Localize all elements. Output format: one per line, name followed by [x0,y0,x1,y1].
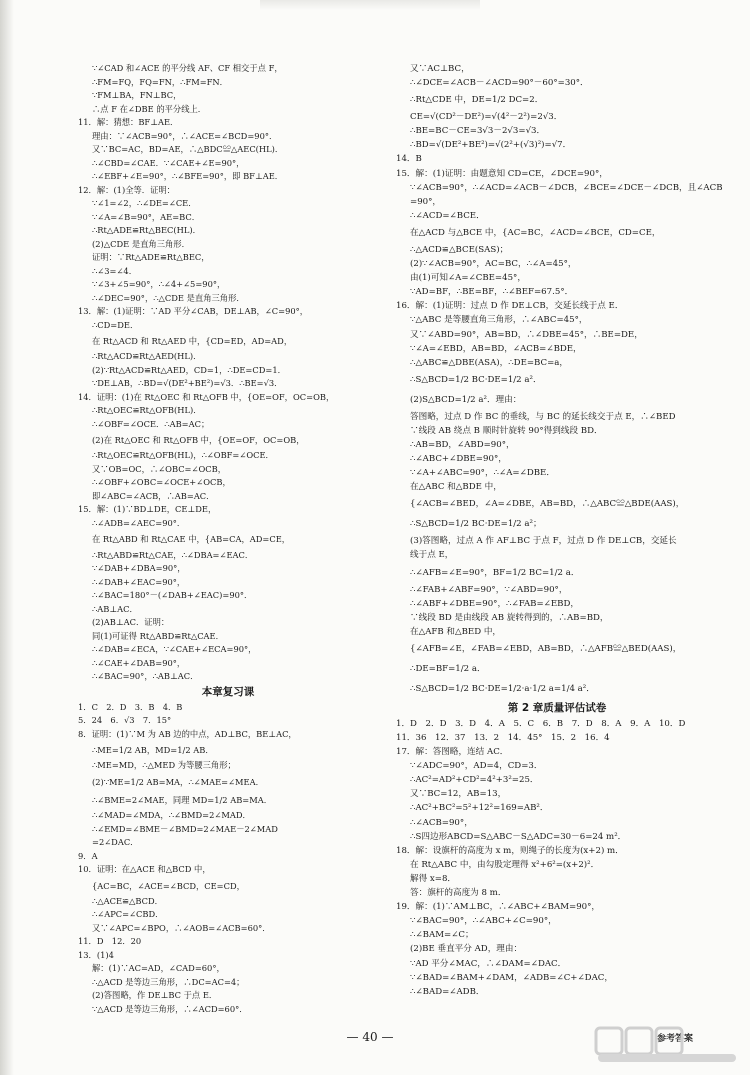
right-column-line: ∴S△BCD=1/2 BC·DE=1/2 a²； [410,519,542,530]
right-column-line: ∵AD 平分∠MAC，∴∠DAM=∠DAC． [410,958,567,969]
left-column-line: 理由：∵∠ACB=90°，∴∠ACE=∠BCD=90°． [92,130,278,141]
left-column-line: ∵FM⊥BA，FN⊥BC， [92,90,182,100]
left-column-line: 又∵OB=OC，∴∠OBC=∠OCB， [92,463,226,474]
left-column-line: ∴Rt△ABD≌Rt△CAE，∴∠DBA=∠EAC． [92,549,254,560]
left-column-line: 14．证明：(1)在 Rt△OEC 和 Rt△OFB 中，{OE=OF，OC=OB， [78,391,335,402]
left-column-line: 11．解：猜想：BF⊥AE． [78,117,179,127]
left-column-line: 在 Rt△ABD 和 Rt△CAE 中，{AB=CA，AD=CE， [92,534,291,545]
right-column-line: (2)S△BCD=1/2 a²．理由： [410,394,522,405]
right-column-line: ∴Rt△CDE 中，DE=1/2 DC=2． [410,95,544,106]
left-column-line: ∴∠CBD=∠CAE．∵∠CAE+∠E=90°， [92,157,245,168]
right-column-line: ∴S四边形ABCD=S△ABC－S△ADC=30－6=24 m²． [410,831,627,842]
right-column-line: 在 Rt△ABC 中，由勾股定理得 x²+6²=(x+2)²． [410,859,600,870]
right-column-line: ∵线段 AB 绕点 B 顺时针旋转 90°得到线段 BD． [410,425,603,436]
right-column-line: ∴BE=BC－CE=3√3－2√3=√3． [410,126,546,137]
left-column-line: ∴△ACD 是等边三角形，∴DC=AC=4； [92,976,245,987]
right-column-line: (2)BE 垂直平分 AD，理由： [410,944,523,955]
right-column-line: 又∵∠ABD=90°，AB=BD，∴∠DBE=45°，∴BE=DE， [410,329,643,340]
left-column-line: 12．解：(1)全等．证明： [78,184,175,195]
left-column-line: (2)△CDE 是直角三角形． [92,238,190,249]
right-column-line: 在△AFB 和△BED 中， [410,626,502,637]
left-column-line: ∴ME=1/2 AB，MD=1/2 AB． [92,745,214,756]
left-column-line: 同(1)可证得 Rt△ABD≌Rt△CAE． [92,630,224,641]
left-column [78,62,378,1016]
right-column-line: ∴△ABC≌△DBE(ASA)，∴DE=BC=a， [410,357,569,368]
left-column-line: (2)∵Rt△ACD≌Rt△AED，CD=1，∴DE=CD=1． [92,364,286,375]
left-column-line: ∴∠EMD=∠BME－∠BMD=2∠MAE－2∠MAD [92,823,278,834]
left-column-line: ∵∠DAB+∠DBA=90°， [92,563,186,574]
left-column-line: ∴∠CAE+∠DAB=90°， [92,657,186,668]
right-column-line: 又∵AC⊥BC， [410,64,470,74]
right-column-line: =90°， [410,196,442,207]
right-column-line: ∴S△BCD=1/2 BC·DE=1/2 a²． [410,374,542,385]
right-column-line: ∴DE=BF=1/2 a． [410,663,486,674]
left-column-line: (2)AB⊥AC．证明： [92,617,170,628]
right-column-line: {∠AFB=∠E，∠FAB=∠EBD，AB=BD，∴△AFB≌△BED(AAS)， [410,643,682,654]
right-column-line: ∴AC²=AD²+CD²=4²+3²=25． [410,775,539,786]
left-column-line: ∴∠BAC=90°，∴AB⊥AC． [92,671,199,682]
right-column-line: 11．36 12．37 13．2 14．45° 15．2 16．4 [396,733,610,743]
right-column-line: (2)∵∠ACB=90°，AC=BC，∴∠A=45°， [410,259,577,270]
left-column-line: ∴Rt△OEC≌Rt△OFB(HL)． [92,405,202,416]
right-column [396,62,723,999]
left-column-line: 13．(1)4 [78,949,114,960]
right-column-line: ∴∠ACD=∠BCE． [410,210,485,221]
right-column-line: ∴∠ABF+∠DBE=90°，∴∠FAB=∠EBD， [410,598,579,609]
right-column-line: 17．解：答图略，连结 AC． [396,747,509,758]
right-column-line: ∵AD=BF，∴BE=BF，∴∠BEF=67.5°． [410,287,574,298]
right-column-line: 又∵BC=12，AB=13， [410,789,507,800]
left-column-line: 即∠ABC=∠ACB，∴AB=AC． [92,490,215,501]
right-column-line: 解得 x=8． [410,873,457,884]
right-column-line: ∵线段 BD 是由线段 AB 旋转得到的，∴AB=BD， [410,612,609,623]
left-column-line: ∴FM=FQ，FQ=FN，∴FM=FN． [92,76,228,87]
right-column-line: ∴∠BAD=∠ADB． [410,986,485,997]
left-column-line: 13．解：(1)证明：∵AD 平分∠CAB，DE⊥AB，∠C=90°， [78,306,309,316]
page-number: — 40 — [346,1030,394,1044]
right-column-line: ∴∠ACB=90°， [410,817,473,828]
left-column-line: ∵∠3+∠5=90°，∴∠4+∠5=90°， [92,279,226,289]
left-column-line: (2)∵ME=1/2 AB=MA，∴∠MAE=∠MEA． [92,776,264,787]
right-column-line: ∴AC²+BC²=5²+12²=169=AB²． [410,803,549,814]
left-column-line: ∴Rt△ACD≌Rt△AED(HL)． [92,351,202,362]
left-column-line: (2)在 Rt△OEC 和 Rt△OFB 中，{OE=OF，OC=OB， [92,435,305,446]
left-column-line: ∴AB⊥AC． [92,603,138,614]
left-column-line: ∴Rt△OEC≌Rt△OFB(HL)，∴∠OBF=∠OCE． [92,450,274,461]
left-column-line: ∵△ACD 是等边三角形，∴∠ACD=60°． [92,1003,248,1014]
left-column-line: ∴∠ADB=∠AEC=90°． [92,517,186,528]
right-column-line: ∴S△BCD=1/2 BC·DE=1/2·a·1/2 a=1/4 a²． [410,683,595,694]
right-column-line: 在△ACD 与△BCE 中，{AC=BC，∠ACD=∠BCE，CD=CE， [410,227,661,238]
right-column-line: ∵∠A+∠ABC=90°，∴∠A=∠DBE． [410,468,555,479]
left-column-line: {AC=BC，∠ACE=∠BCD，CE=CD， [92,880,245,891]
right-column-line: {∠ACB=∠BED，∠A=∠DBE，AB=BD，∴△ABC≌△BDE(AAS)， [410,499,685,510]
left-column-line: ∵∠CAD 和∠ACE 的平分线 AF、CF 相交于点 F， [92,63,283,73]
right-column-line: 由(1)可知∠A=∠CBE=45°， [410,273,526,284]
right-column-line: (3)答图略，过点 A 作 AF⊥BC 于点 F，过点 D 作 DE⊥CB，交延长 [410,536,677,547]
right-column-line: ∴△ACD≌△BCE(SAS)； [410,244,509,255]
right-column-line: 14．B [396,154,422,165]
left-column-line: ∴∠MAD=∠MDA，∴∠BMD=2∠MAD． [92,810,251,821]
right-column-line: 1．D 2．D 3．D 4．A 5．C 6．B 7．D 8．A 9．A 10．D [396,718,686,729]
right-column-line: CE=√(CD²－DE²)=√(4²－2²)=2√3． [410,112,563,123]
right-column-line: ∴∠ABC+∠DBE=90°， [410,454,507,465]
right-column-line: ∵△ABC 是等腰直角三角形，∴∠ABC=45°， [410,315,588,326]
left-column-line: 10．证明：在△ACE 和△BCD 中， [78,864,211,875]
left-column-line: ∴△ACE≌△BCD． [92,895,163,906]
right-column-line: 15．解：(1)证明：由题意知 CD=CE，∠DCE=90°， [396,168,608,179]
left-column-line: ∴∠EBF+∠E=90°，∴∠BFE=90°，即 BF⊥AE． [92,171,284,181]
page-spine-shadow [0,0,14,1075]
left-column-line: 解：(1)∵AC=AD，∠CAD=60°， [92,963,225,974]
right-column-line: ∵∠ADC=90°，AD=4，CD=3． [410,761,543,772]
answer-key-label: 参考答案 [657,1034,694,1044]
left-column-line: 本章复习课 [201,685,255,698]
left-column-line: ∴∠APC=∠CBD． [92,909,164,920]
right-column-line: 16．解：(1)证明：过点 D 作 DE⊥CB，交延长线于点 E． [396,301,624,312]
left-column-line: 11．D 12．20 [78,936,142,947]
left-column-line: 8．证明：(1)∵M 为 AB 边的中点，AD⊥BC，BE⊥AC， [78,728,297,739]
right-column-line: 第 2 章质量评估试卷 [507,701,607,714]
site-watermark-logo [592,1022,742,1072]
right-column-line: ∵∠BAD=∠BAM+∠DAM，∠ADB=∠C+∠DAC， [410,972,613,983]
left-column-line: =2∠DAC． [92,837,139,848]
left-column-line: 证明：∵Rt△ADE≌Rt△BEC， [92,252,210,262]
left-column-line: 在 Rt△ACD 和 Rt△AED 中，{CD=ED，AD=AD， [92,336,293,346]
left-column-line: ∴CD=DE． [92,319,139,330]
left-column-line: ∴∠OBF=∠OCE．∴AB=AC； [92,418,210,429]
right-column-line: ∴BD=√(DE²+BE²)=√(2²+(√3)²)=√7． [410,140,572,151]
left-column-line: ∴∠BAC=180°－(∠DAB+∠EAC)=90°． [92,590,253,601]
left-column-line: ∴∠DEC=90°，∴△CDE 是直角三角形． [92,292,245,303]
right-column-line: ∵∠ACB=90°，∴∠ACD=∠ACB－∠DCB，∠BCE=∠DCE－∠DCB，且∠ACB [410,182,723,193]
right-column-line: 答：旗杆的高度为 8 m． [410,888,507,899]
right-column-line: 19．解：(1)∵AM⊥BC，∴∠ABC+∠BAM=90°， [396,902,601,913]
left-column-line: ∴∠DAB+∠EAC=90°， [92,576,186,587]
left-column-line: 又∵∠APC=∠BPO，∴∠AOB=∠ACB=60°． [92,922,271,933]
left-column-line: 5．24 6．√3 7．15° [78,715,172,726]
left-column-line: ∵DE⊥AB，∴BD=√(DE²+BE²)=√3．∴BE=√3． [92,378,283,389]
left-column-line: 9．A [78,850,98,861]
left-column-line: 1．C 2．D 3．B 4．B [78,701,183,712]
left-column-line: ∴∠DAB=∠ECA，∵∠CAE+∠ECA=90°， [92,644,257,655]
left-column-line: ∵∠1=∠2，∴∠DE=∠CE． [92,198,197,208]
left-column-line: ∴Rt△ADE≌Rt△BEC(HL)． [92,225,201,235]
left-column-line: ∴∠3=∠4． [92,265,137,276]
left-column-line: 又∵BC=AC，BD=AE，∴△BDC≌△AEC(HL)． [92,144,284,154]
right-column-line: 线于点 E， [410,550,454,561]
right-column-line: 18．解：设旗杆的高度为 x m，则绳子的长度为(x+2) m． [396,845,624,856]
left-column-line: ∵∠A=∠B=90°，AE=BC． [92,211,201,222]
right-column-line: ∴∠FAB+∠ABF=90°，∵∠ABD=90°， [410,584,568,595]
left-column-line: 15．解：(1)∵BD⊥DE，CE⊥DE， [78,504,217,515]
right-column-line: 答图略，过点 D 作 BC 的垂线，与 BC 的延长线交于点 E，∴∠BED [410,411,676,422]
left-column-line: ∴点 F 在∠DBE 的平分线上． [92,103,207,114]
left-column-line: ∴∠BME=2∠MAE，同理 MD=1/2 AB=MA． [92,794,273,805]
right-column-line: ∴AB=BD，∠ABD=90°， [410,439,515,450]
left-column-line: (2)答图略，作 DE⊥BC 于点 E． [92,990,218,1001]
right-column-line: 在△ABC 和△BDE 中， [410,482,502,493]
right-column-line: ∴∠DCE=∠ACB－∠ACD=90°－60°=30°． [410,78,589,89]
right-column-line: ∵∠A=∠EBD，AB=BD，∠ACB=∠BDE， [410,343,582,354]
left-column-line: ∴∠OBF+∠OBC=∠OCE+∠OCB， [92,477,231,488]
top-scan-shadow [260,0,480,10]
right-column-line: ∴∠BAM=∠C； [410,930,474,941]
right-column-line: ∴∠AFB=∠E=90°，BF=1/2 BC=1/2 a． [410,567,580,578]
left-column-line: ∴ME=MD，∴△MED 为等腰三角形； [92,760,236,771]
right-column-line: ∵∠BAC=90°，∴∠ABC+∠C=90°， [410,916,557,927]
